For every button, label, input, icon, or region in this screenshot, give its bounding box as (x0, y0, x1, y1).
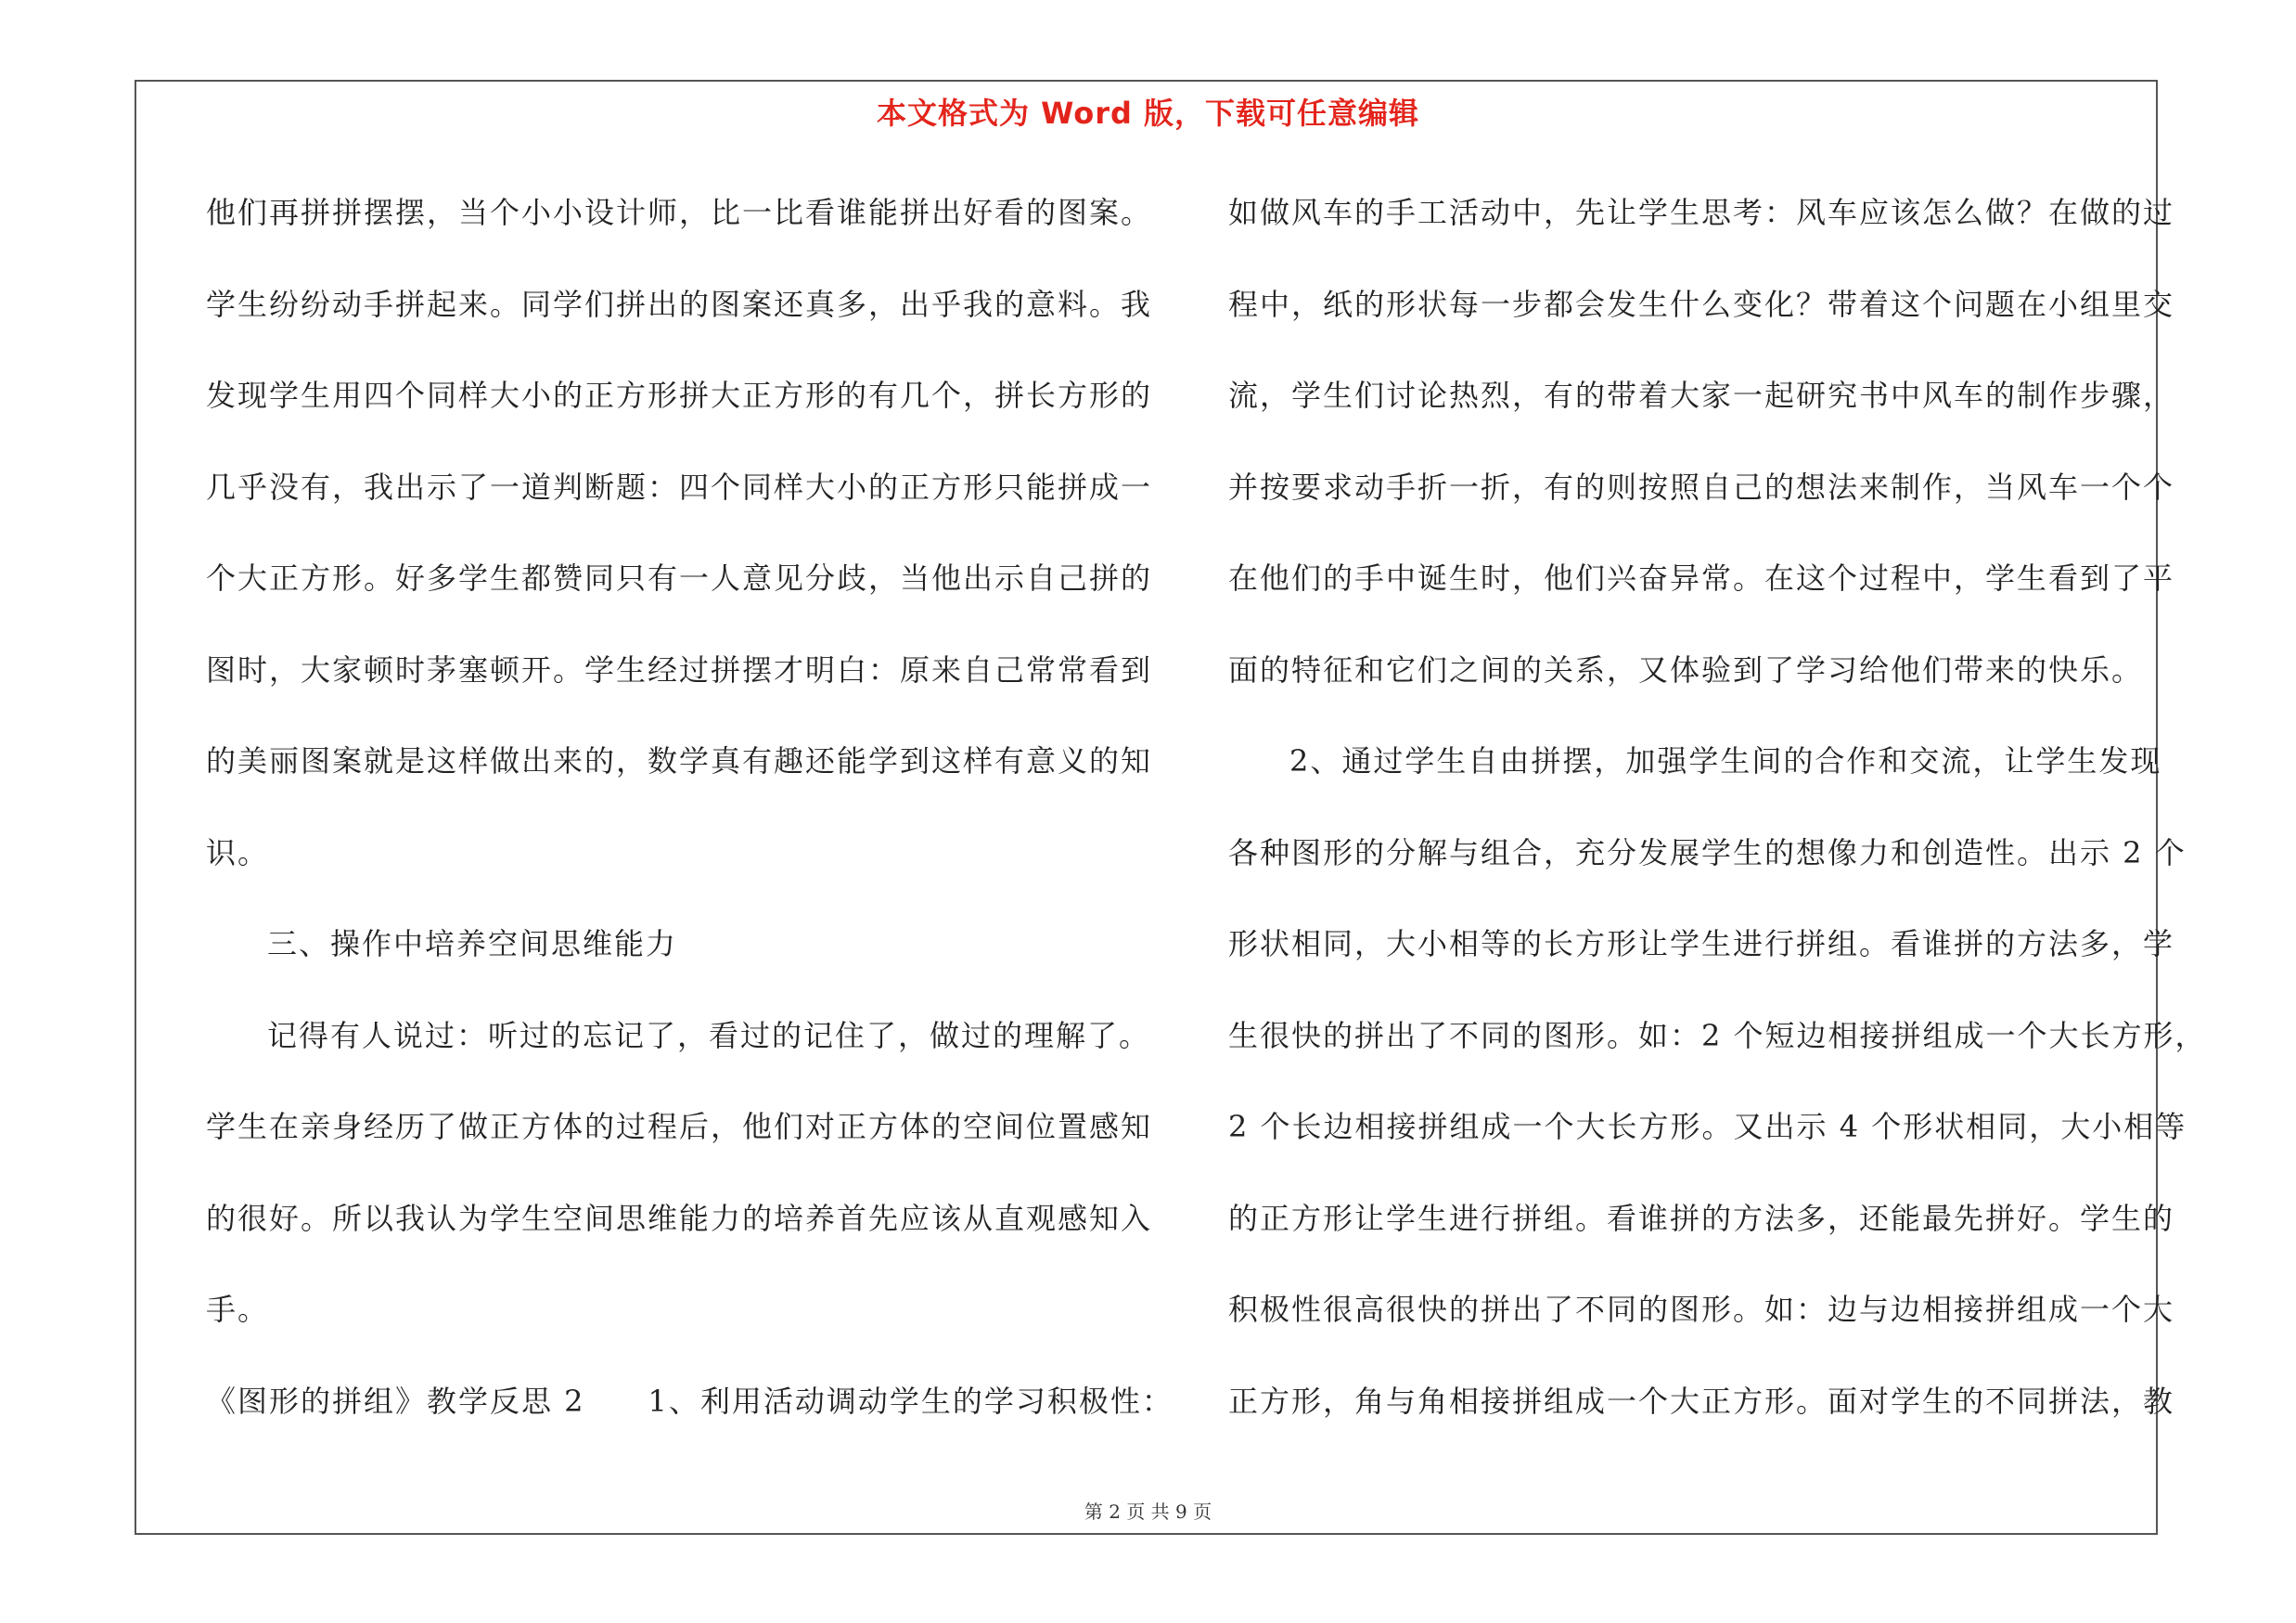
text-line: 生很快的拼出了不同的图形。如：2 个短边相接拼组成一个大长方形， (1228, 1017, 2207, 1053)
text-line: 正方形，角与角相接拼组成一个大正方形。面对学生的不同拼法，教 (1228, 1383, 2175, 1419)
right-text-column (1228, 182, 2207, 1462)
text-line: 的很好。所以我认为学生空间思维能力的培养首先应该从直观感知入 (206, 1200, 1153, 1236)
text-line: 手。 (206, 1292, 270, 1327)
text-line: 学生纷纷动手拼起来。同学们拼出的图案还真多，出乎我的意料。我 (206, 286, 1153, 322)
page-number: 第 2 页 共 9 页 (1084, 1501, 1212, 1523)
text-line: 发现学生用四个同样大小的正方形拼大正方形的有几个，拼长方形的 (206, 378, 1153, 413)
left-text-column (206, 182, 1174, 1462)
text-line: 几乎没有，我出示了一道判断题：四个同样大小的正方形只能拼成一 (206, 469, 1153, 505)
text-line: 学生在亲身经历了做正方体的过程后，他们对正方体的空间位置感知 (206, 1109, 1153, 1144)
text-line: 的美丽图案就是这样做出来的，数学真有趣还能学到这样有意义的知 (206, 743, 1153, 779)
text-line: 面的特征和它们之间的关系，又体验到了学习给他们带来的快乐。 (1228, 651, 2144, 688)
text-line: 《图形的拼组》教学反思 2 1、利用活动调动学生的学习积极性： (206, 1383, 1174, 1419)
text-line: 记得有人说过：听过的忘记了，看过的记住了，做过的理解了。 (267, 1017, 1151, 1053)
text-line: 他们再拼拼摆摆，当个小小设计师，比一比看谁能拼出好看的图案。 (206, 195, 1153, 230)
text-line: 流，学生们讨论热烈，有的带着大家一起研究书中风车的制作步骤， (1228, 378, 2175, 413)
text-line: 2 个长边相接拼组成一个大长方形。又出示 4 个形状相同，大小相等 (1228, 1109, 2187, 1144)
text-line: 识。 (206, 834, 270, 870)
text-line: 在他们的手中诞生时，他们兴奋异常。在这个过程中，学生看到了平 (1228, 560, 2175, 596)
text-line: 程中，纸的形状每一步都会发生什么变化？带着这个问题在小组里交 (1228, 286, 2175, 322)
text-line: 的正方形让学生进行拼组。看谁拼的方法多，还能最先拼好。学生的 (1228, 1200, 2175, 1236)
section-heading: 三、操作中培养空间思维能力 (267, 926, 678, 961)
text-line: 如做风车的手工活动中，先让学生思考：风车应该怎么做？在做的过 (1228, 195, 2175, 230)
text-line: 图时，大家顿时茅塞顿开。学生经过拼摆才明白：原来自己常常看到 (206, 651, 1153, 688)
text-line: 积极性很高很快的拼出了不同的图形。如：边与边相接拼组成一个大 (1228, 1292, 2175, 1327)
word-format-banner: 本文格式为 Word 版，下载可任意编辑 (876, 96, 1420, 131)
text-line: 各种图形的分解与组合，充分发展学生的想像力和创造性。出示 2 个 (1228, 834, 2187, 870)
text-line: 2、通过学生自由拼摆，加强学生间的合作和交流，让学生发现 (1289, 743, 2162, 779)
text-line: 形状相同，大小相等的长方形让学生进行拼组。看谁拼的方法多，学 (1228, 926, 2175, 961)
text-line: 并按要求动手折一折，有的则按照自己的想法来制作，当风车一个个 (1228, 469, 2175, 505)
text-line: 个大正方形。好多学生都赞同只有一人意见分歧，当他出示自己拼的 (206, 560, 1153, 596)
